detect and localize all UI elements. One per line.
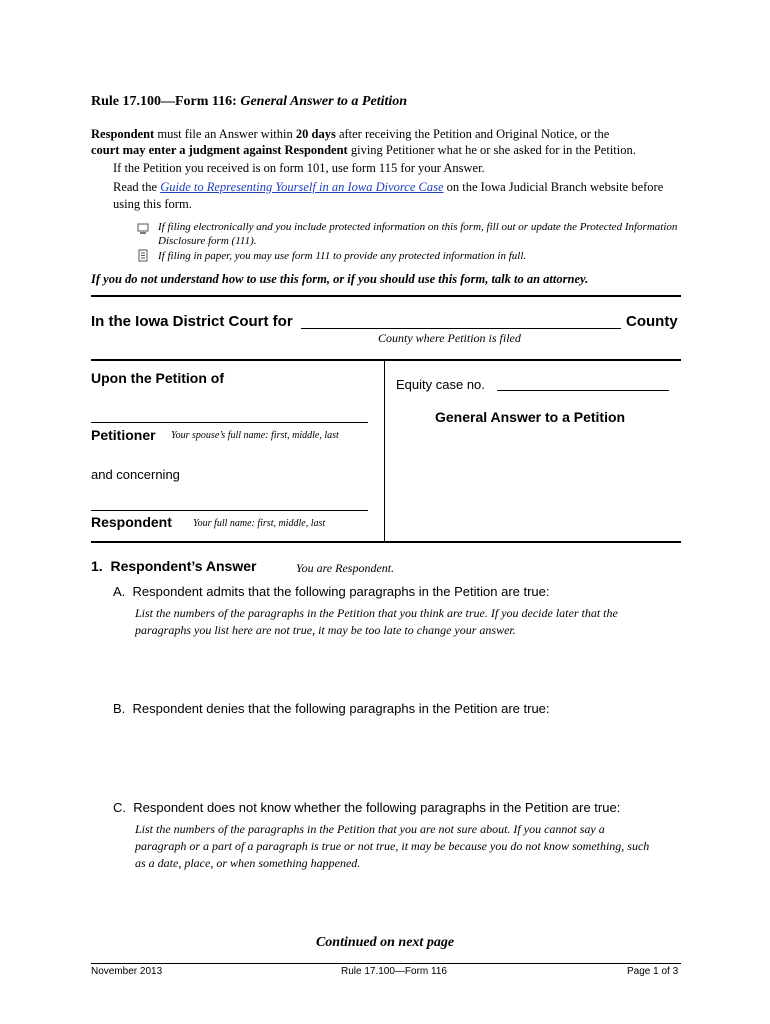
upon-petition-label: Upon the Petition of bbox=[91, 370, 224, 386]
petitioner-label: Petitioner bbox=[91, 427, 156, 443]
form-header bbox=[91, 94, 407, 110]
item-b: B. Respondent denies that the following paragraphs in the Petition are true: bbox=[113, 701, 550, 716]
divider bbox=[91, 359, 681, 361]
equity-case-label: Equity case no. bbox=[396, 377, 485, 392]
item-c-instruction-2: paragraph or a part of a paragraph is true or not true, it may be because you do not know something, such bbox=[135, 839, 650, 853]
equity-case-input[interactable] bbox=[497, 390, 669, 391]
section-1-heading: 1. Respondent’s Answer bbox=[91, 558, 257, 574]
efile-note-2: Disclosure form (111). bbox=[158, 235, 257, 247]
footer-page: Page 1 of 3 bbox=[627, 966, 679, 977]
rule-number: Rule 17.100—Form 116: bbox=[91, 94, 237, 109]
paper-note: If filing in paper, you may use form 111 to provide any protected information in full. bbox=[158, 250, 527, 262]
unknown-paragraphs-field[interactable] bbox=[135, 875, 680, 925]
computer-icon bbox=[137, 222, 149, 240]
concerning-label: and concerning bbox=[91, 467, 180, 482]
guide-link[interactable]: Guide to Representing Yourself in an Iowa Divorce Case bbox=[160, 180, 444, 194]
petitioner-name-input[interactable] bbox=[91, 422, 368, 423]
caption-divider bbox=[384, 360, 385, 542]
footer-rule: Rule 17.100—Form 116 bbox=[341, 966, 447, 977]
attorney-warning: If you do not understand how to use this form, or if you should use this form, talk to an attorney. bbox=[91, 272, 589, 286]
continued-note: Continued on next page bbox=[315, 935, 455, 950]
footer-date: November 2013 bbox=[91, 966, 163, 977]
divider bbox=[91, 295, 681, 297]
petitioner-hint: Your spouse’s full name: first, middle, last bbox=[171, 430, 339, 441]
efile-note-1: If filing electronically and you include protected information on this form, fill out or update the Protected Information bbox=[158, 221, 678, 233]
county-label: County bbox=[626, 313, 678, 330]
form-title: General Answer to a Petition bbox=[240, 94, 408, 109]
respondent-name-input[interactable] bbox=[91, 510, 368, 511]
admitted-paragraphs-field[interactable] bbox=[135, 642, 680, 692]
intro-line-1: Respondent must file an Answer within 20 days after receiving the Petition and Original Notice, or the bbox=[91, 127, 610, 141]
intro-line-3: If the Petition you received is on form 101, use form 115 for your Answer. bbox=[113, 161, 485, 175]
divider bbox=[91, 541, 681, 543]
item-c-instruction-1: List the numbers of the paragraphs in the Petition that you are not sure about. If you cannot say a bbox=[135, 822, 605, 836]
intro-line-5: using this form. bbox=[113, 197, 192, 211]
document-icon bbox=[137, 249, 149, 267]
respondent-hint: Your full name: first, middle, last bbox=[193, 518, 326, 529]
intro-line-2: court may enter a judgment against Respondent giving Petitioner what he or she asked for in the Petition. bbox=[91, 143, 636, 157]
county-input[interactable] bbox=[301, 328, 621, 329]
denied-paragraphs-field[interactable] bbox=[135, 722, 680, 792]
court-label: In the Iowa District Court for bbox=[91, 313, 293, 330]
item-c-instruction-3: as a date, place, or when something happened. bbox=[135, 856, 361, 870]
respondent-label: Respondent bbox=[91, 514, 172, 530]
item-a: A. Respondent admits that the following paragraphs in the Petition are true: bbox=[113, 584, 550, 599]
intro-line-4: Read the Guide to Representing Yourself in an Iowa Divorce Case on the Iowa Judicial Branch website before bbox=[113, 180, 664, 194]
item-a-instruction-1: List the numbers of the paragraphs in the Petition that you think are true. If you decide later that the bbox=[135, 606, 618, 620]
county-hint: County where Petition is filed bbox=[378, 331, 521, 345]
item-a-instruction-2: paragraphs you list here are not true, it may be too late to change your answer. bbox=[135, 623, 516, 637]
document-title: General Answer to a Petition bbox=[435, 409, 626, 425]
footer-divider bbox=[91, 963, 681, 964]
section-1-hint: You are Respondent. bbox=[296, 561, 395, 575]
item-c: C. Respondent does not know whether the following paragraphs in the Petition are true: bbox=[113, 800, 621, 815]
